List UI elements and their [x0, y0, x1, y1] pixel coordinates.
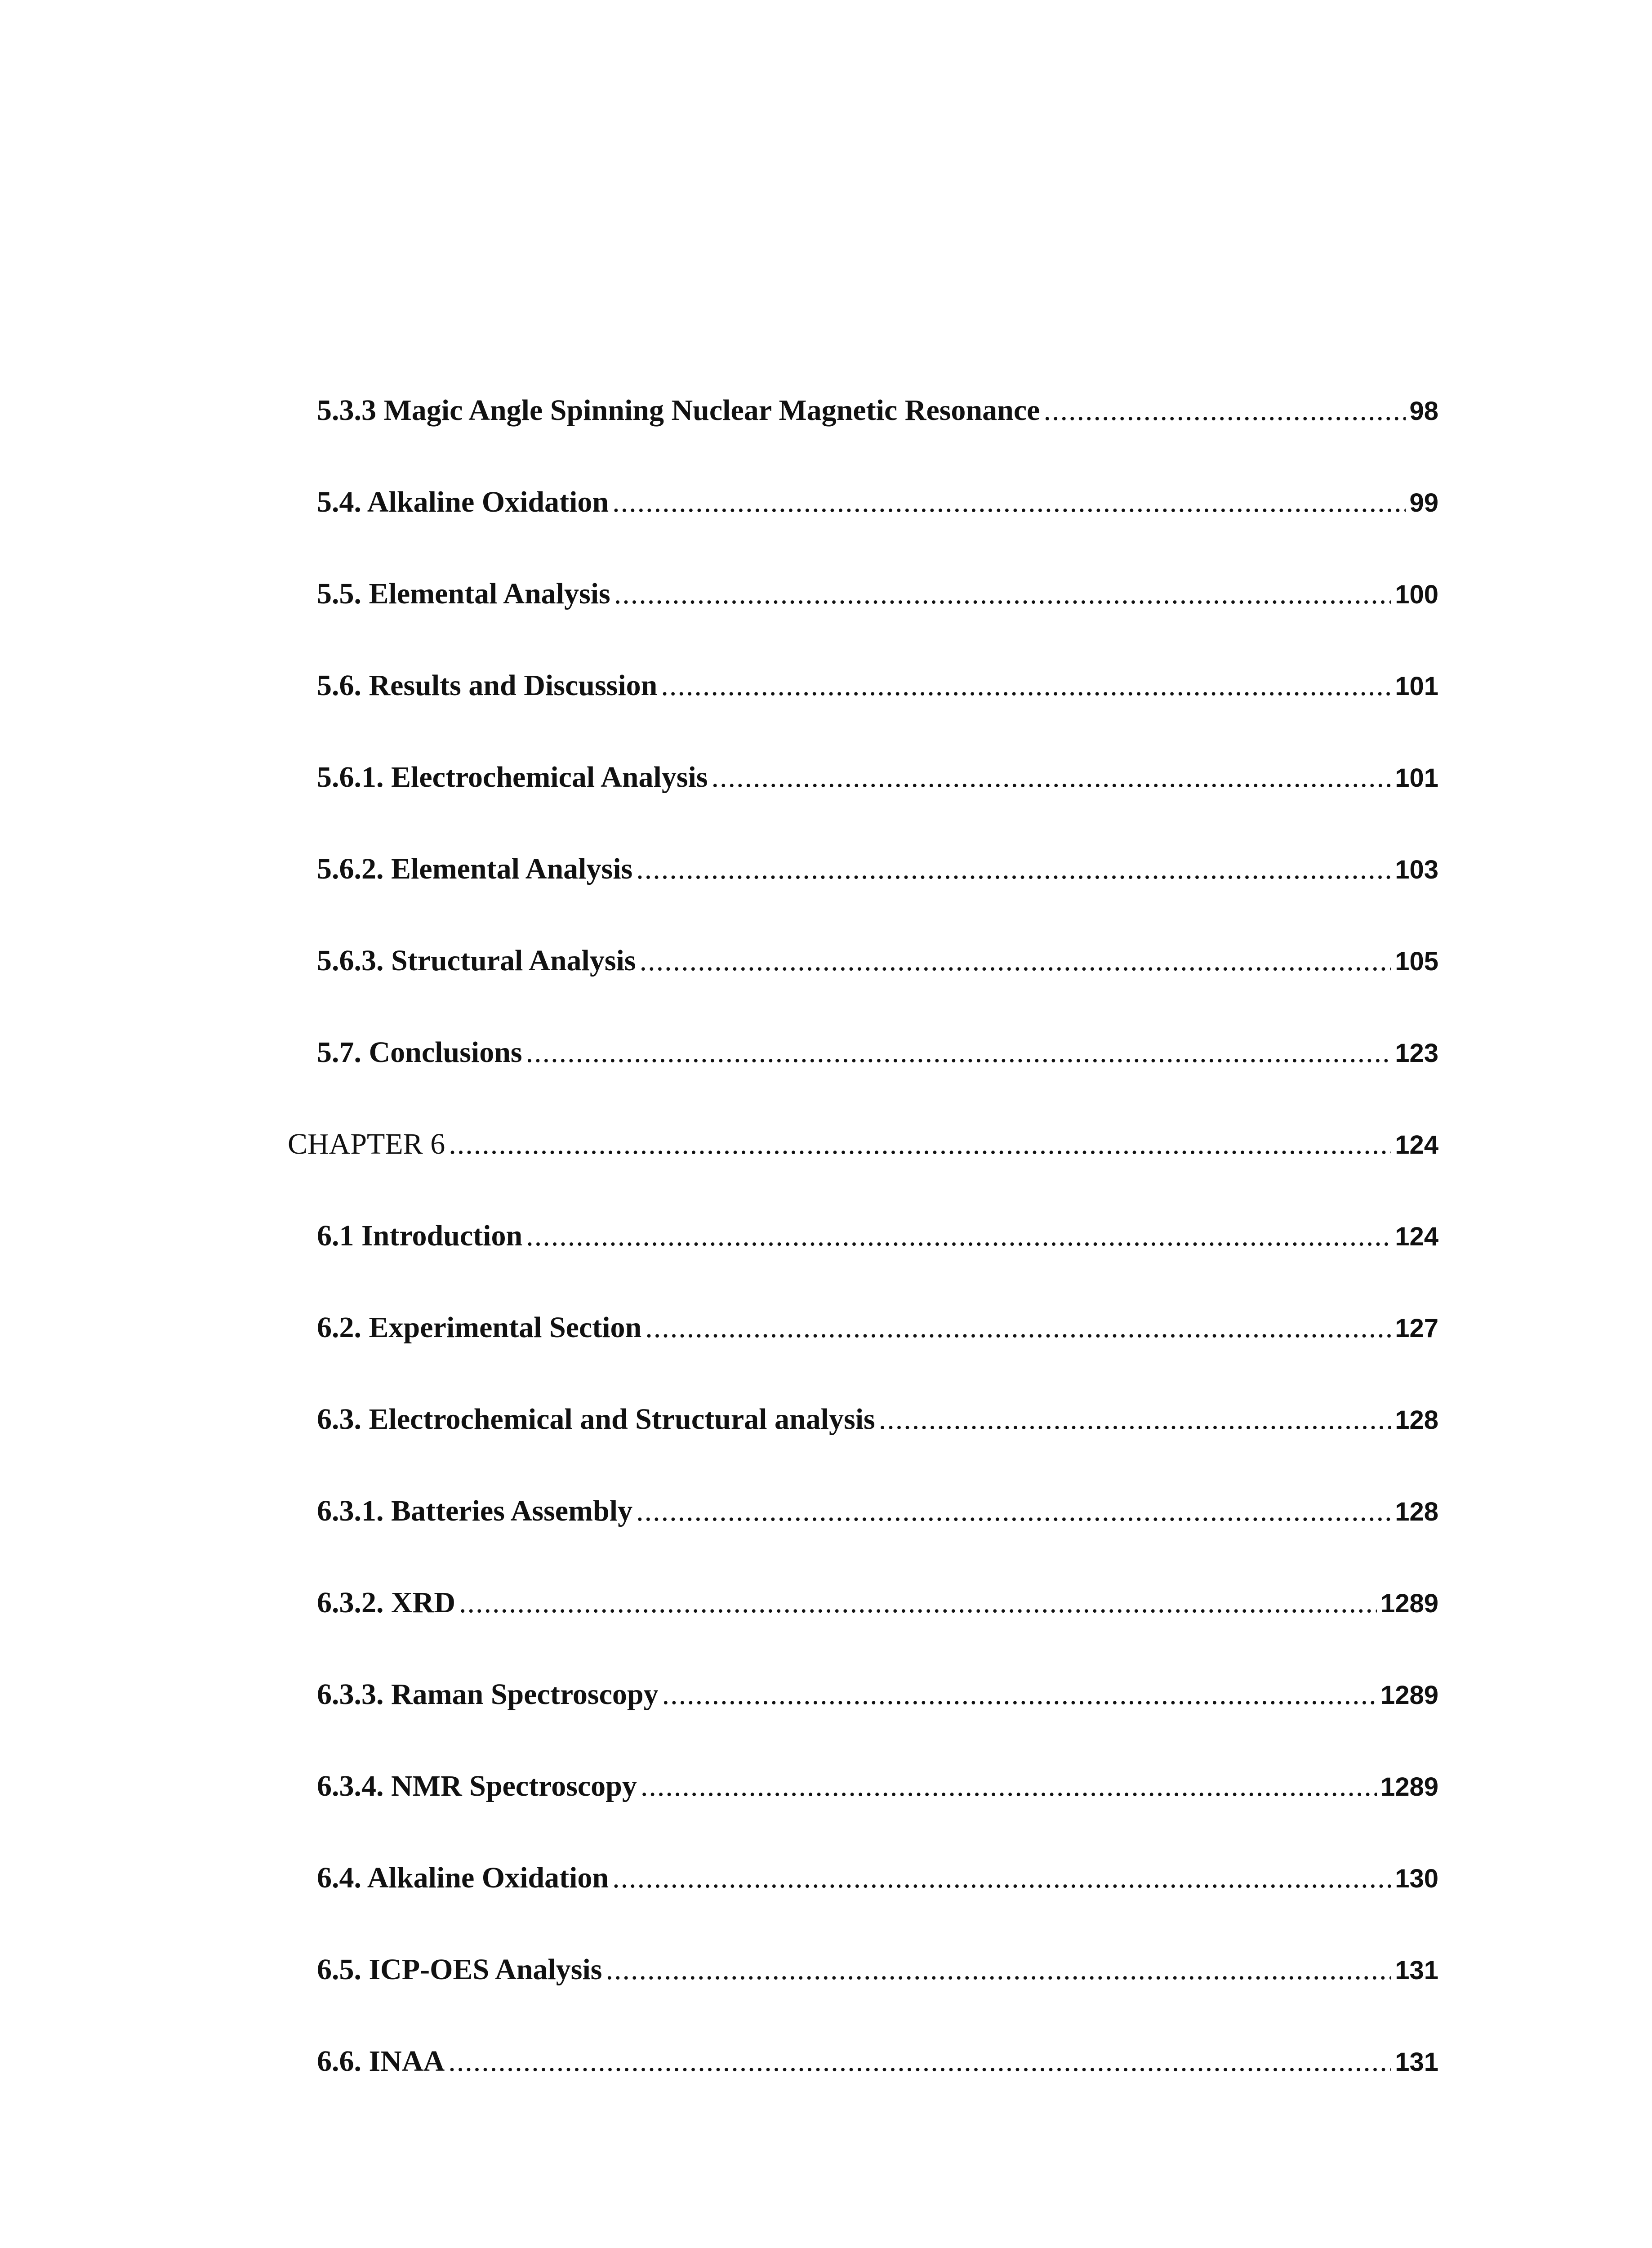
toc-entry-title: 6.3.2. XRD	[317, 1586, 455, 1619]
toc-entry-page-number: 1289	[1380, 1589, 1438, 1618]
toc-entry[interactable]	[317, 1311, 1438, 1360]
toc-entry-title: 6.5. ICP-OES Analysis	[317, 1953, 602, 1986]
dot-leader	[662, 1677, 1377, 1712]
toc-entry-page-number: 103	[1395, 855, 1438, 884]
dot-leader	[712, 760, 1392, 794]
dot-leader	[641, 1769, 1377, 1803]
toc-entry-page-number: 131	[1395, 1956, 1438, 1985]
dot-leader	[526, 1035, 1392, 1070]
toc-chapter-entry[interactable]	[288, 1127, 1438, 1177]
dot-leader	[526, 1219, 1391, 1253]
toc-entry-title: 6.3.4. NMR Spectroscopy	[317, 1770, 637, 1802]
toc-entry-title: 5.6.1. Electrochemical Analysis	[317, 761, 708, 794]
toc-entry-page-number: 1289	[1380, 1681, 1438, 1710]
toc-entry[interactable]	[317, 1494, 1438, 1543]
toc-entry-title: 6.3. Electrochemical and Structural analysis	[317, 1403, 875, 1436]
toc-entry-page-number: 101	[1395, 672, 1438, 701]
toc-entry-page-number: 98	[1409, 397, 1438, 426]
toc-entry[interactable]	[317, 760, 1438, 810]
toc-entry-page-number: 99	[1409, 488, 1438, 517]
toc-entry[interactable]	[317, 1769, 1438, 1819]
toc-entry[interactable]	[317, 577, 1438, 626]
dot-leader	[612, 1861, 1391, 1895]
toc-entry-title: CHAPTER 6	[288, 1128, 445, 1160]
dot-leader	[636, 1494, 1391, 1528]
toc-entry-page-number: 124	[1395, 1222, 1438, 1251]
toc-entry-page-number: 124	[1395, 1130, 1438, 1160]
dot-leader	[879, 1402, 1391, 1436]
dot-leader	[459, 1586, 1377, 1620]
dot-leader	[448, 2044, 1391, 2079]
toc-entry-title: 5.6. Results and Discussion	[317, 669, 658, 702]
toc-entry-title: 6.3.3. Raman Spectroscopy	[317, 1678, 659, 1711]
toc-entry[interactable]	[317, 852, 1438, 901]
toc-entry-title: 5.4. Alkaline Oxidation	[317, 486, 609, 518]
dot-leader	[645, 1311, 1391, 1345]
dot-leader	[661, 669, 1391, 703]
toc-entry-page-number: 128	[1395, 1497, 1438, 1526]
dot-leader	[1043, 393, 1406, 428]
toc-entry-page-number: 131	[1395, 2047, 1438, 2077]
toc-entry-title: 5.6.2. Elemental Analysis	[317, 852, 633, 885]
toc-entry[interactable]	[317, 1402, 1438, 1452]
dot-leader	[614, 577, 1392, 611]
dot-leader	[606, 1953, 1391, 1987]
toc-entry[interactable]	[317, 1219, 1438, 1268]
toc-entry[interactable]	[317, 1677, 1438, 1727]
toc-entry-title: 5.3.3 Magic Angle Spinning Nuclear Magnetic Resonance	[317, 394, 1040, 427]
toc-entry[interactable]	[317, 944, 1438, 993]
toc-entry-page-number: 123	[1395, 1039, 1438, 1068]
toc-entry[interactable]	[317, 2044, 1438, 2094]
toc-entry-page-number: 100	[1395, 580, 1438, 609]
dot-leader	[449, 1127, 1391, 1161]
toc-entry[interactable]	[317, 485, 1438, 535]
dot-leader	[636, 852, 1391, 886]
dot-leader	[640, 944, 1392, 978]
toc-entry-page-number: 105	[1395, 947, 1438, 976]
toc-entry-page-number: 1289	[1380, 1772, 1438, 1802]
toc-entry-page-number: 101	[1395, 763, 1438, 793]
toc-entry-title: 5.5. Elemental Analysis	[317, 577, 610, 610]
toc-entry[interactable]	[317, 1035, 1438, 1085]
toc-entry-title: 6.1 Introduction	[317, 1219, 523, 1252]
toc-entry[interactable]	[317, 393, 1438, 443]
toc-entry[interactable]	[317, 669, 1438, 718]
dot-leader	[612, 485, 1406, 519]
toc-entry-page-number: 127	[1395, 1314, 1438, 1343]
toc-entry-title: 6.6. INAA	[317, 2045, 445, 2078]
toc-entry-title: 5.6.3. Structural Analysis	[317, 944, 636, 977]
toc-entry-title: 5.7. Conclusions	[317, 1036, 522, 1069]
toc-entry-title: 6.3.1. Batteries Assembly	[317, 1494, 633, 1527]
toc-entry-title: 6.4. Alkaline Oxidation	[317, 1861, 609, 1894]
toc-entry-title: 6.2. Experimental Section	[317, 1311, 642, 1344]
toc-entry[interactable]	[317, 1953, 1438, 2002]
toc-entry[interactable]	[317, 1586, 1438, 1635]
toc-entry-page-number: 130	[1395, 1864, 1438, 1893]
toc-entry[interactable]	[317, 1861, 1438, 1910]
toc-entry-page-number: 128	[1395, 1405, 1438, 1435]
